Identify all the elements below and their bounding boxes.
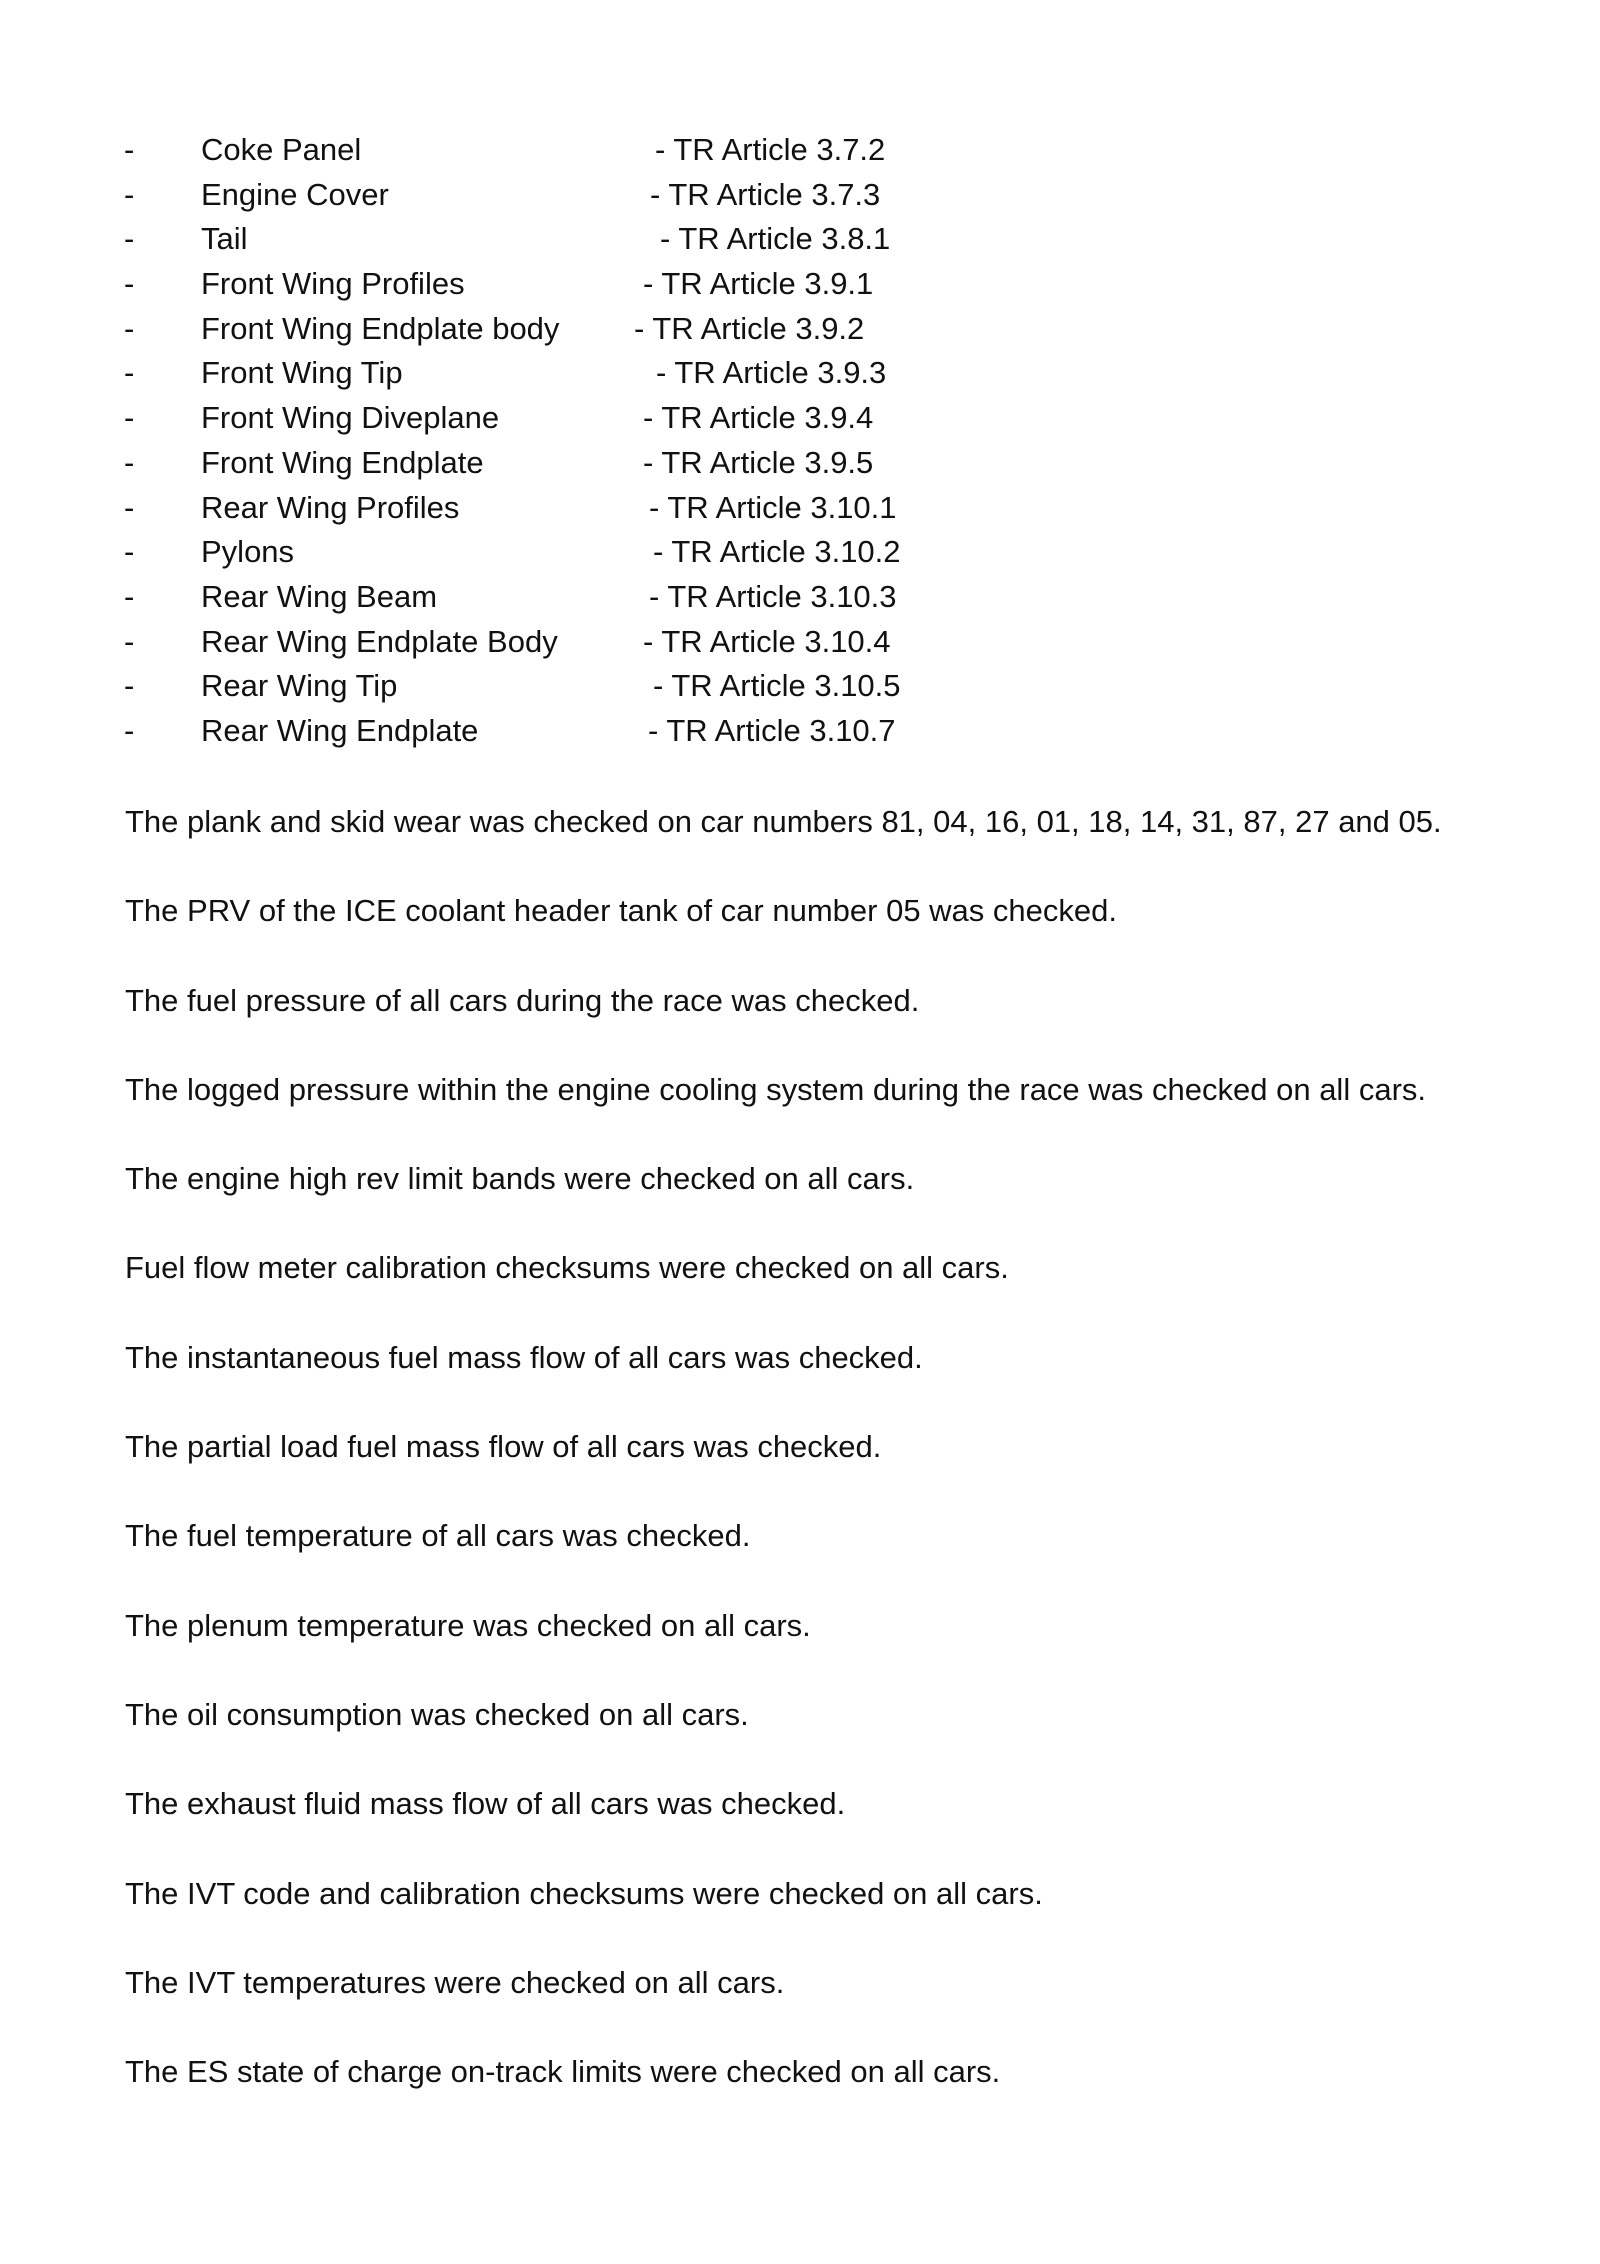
- article-reference: - TR Article 3.7.2: [655, 132, 886, 167]
- list-dash: -: [124, 623, 135, 659]
- list-item: [0, 396, 1600, 441]
- part-name: Front Wing Endplate: [201, 444, 484, 480]
- article-reference: - TR Article 3.9.4: [643, 400, 874, 436]
- list-item: [0, 486, 1600, 531]
- list-item: [0, 262, 1600, 307]
- list-item: [0, 441, 1600, 486]
- list-dash: -: [124, 132, 135, 167]
- list-dash: -: [124, 489, 135, 525]
- list-item: [0, 128, 1600, 173]
- part-name: Pylons: [201, 534, 295, 570]
- list-dash: -: [124, 578, 135, 614]
- list-dash: -: [124, 310, 135, 346]
- list-item: [0, 530, 1600, 575]
- paragraph: The fuel temperature of all cars was checked.: [125, 1518, 751, 1554]
- paragraph: The ES state of charge on-track limits were checked on all cars.: [125, 2054, 1001, 2090]
- list-item: [0, 307, 1600, 352]
- article-reference: - TR Article 3.10.7: [648, 712, 896, 748]
- article-reference: - TR Article 3.8.1: [660, 221, 891, 257]
- list-dash: -: [124, 534, 135, 570]
- list-item: [0, 620, 1600, 665]
- part-name: Rear Wing Beam: [201, 578, 438, 614]
- paragraph: The PRV of the ICE coolant header tank of car number 05 was checked.: [125, 893, 1117, 929]
- part-name: Front Wing Diveplane: [201, 400, 500, 436]
- part-name: Rear Wing Endplate: [201, 712, 479, 748]
- list-item: [0, 575, 1600, 620]
- list-dash: -: [124, 355, 135, 391]
- list-dash: -: [124, 221, 135, 257]
- part-name: Front Wing Profiles: [201, 266, 465, 302]
- paragraph: The fuel pressure of all cars during the race was checked.: [125, 982, 920, 1018]
- list-item: [0, 709, 1600, 754]
- list-dash: -: [124, 266, 135, 302]
- paragraph: The engine high rev limit bands were checked on all cars.: [125, 1161, 915, 1197]
- part-name: Front Wing Tip: [201, 355, 403, 391]
- part-name: Tail: [201, 221, 248, 257]
- paragraph: The IVT temperatures were checked on all cars.: [125, 1964, 785, 2000]
- paragraph: The logged pressure within the engine cooling system during the race was checked on all cars.: [125, 1071, 1427, 1107]
- list-dash: -: [124, 668, 135, 704]
- paragraph: The oil consumption was checked on all cars.: [125, 1696, 749, 1732]
- part-name: Rear Wing Endplate Body: [201, 623, 558, 659]
- list-item: [0, 664, 1600, 709]
- article-reference: - TR Article 3.9.3: [656, 355, 887, 391]
- paragraph: The plank and skid wear was checked on car numbers 81, 04, 16, 01, 18, 14, 31, 87, 27 and 05.: [125, 804, 1442, 839]
- list-dash: -: [124, 444, 135, 480]
- part-name: Front Wing Endplate body: [201, 310, 560, 346]
- checks-paragraphs: [125, 800, 1525, 2139]
- part-name: Rear Wing Tip: [201, 668, 398, 704]
- paragraph: The partial load fuel mass flow of all cars was checked.: [125, 1429, 882, 1465]
- article-reference: - TR Article 3.10.2: [653, 534, 901, 570]
- list-item: [0, 351, 1600, 396]
- article-reference: - TR Article 3.9.5: [643, 444, 874, 480]
- list-dash: -: [124, 176, 135, 212]
- article-reference: - TR Article 3.10.4: [643, 623, 891, 659]
- article-reference: - TR Article 3.7.3: [650, 176, 881, 212]
- list-dash: -: [124, 400, 135, 436]
- paragraph: The plenum temperature was checked on all cars.: [125, 1607, 811, 1643]
- list-item: [0, 173, 1600, 218]
- paragraph: The instantaneous fuel mass flow of all cars was checked.: [125, 1339, 923, 1375]
- part-name: Coke Panel: [201, 132, 362, 167]
- article-reference: - TR Article 3.9.2: [634, 310, 865, 346]
- paragraph: The IVT code and calibration checksums were checked on all cars.: [125, 1875, 1043, 1911]
- paragraph: Fuel flow meter calibration checksums were checked on all cars.: [125, 1250, 1009, 1286]
- part-name: Engine Cover: [201, 176, 389, 212]
- article-reference: - TR Article 3.9.1: [643, 266, 874, 302]
- article-reference: - TR Article 3.10.3: [649, 578, 897, 614]
- paragraph: The exhaust fluid mass flow of all cars was checked.: [125, 1786, 846, 1822]
- article-reference: - TR Article 3.10.1: [649, 489, 897, 525]
- list-dash: -: [124, 712, 135, 748]
- tr-article-list: [0, 128, 1600, 754]
- article-reference: - TR Article 3.10.5: [653, 668, 901, 704]
- part-name: Rear Wing Profiles: [201, 489, 460, 525]
- list-item: [0, 217, 1600, 262]
